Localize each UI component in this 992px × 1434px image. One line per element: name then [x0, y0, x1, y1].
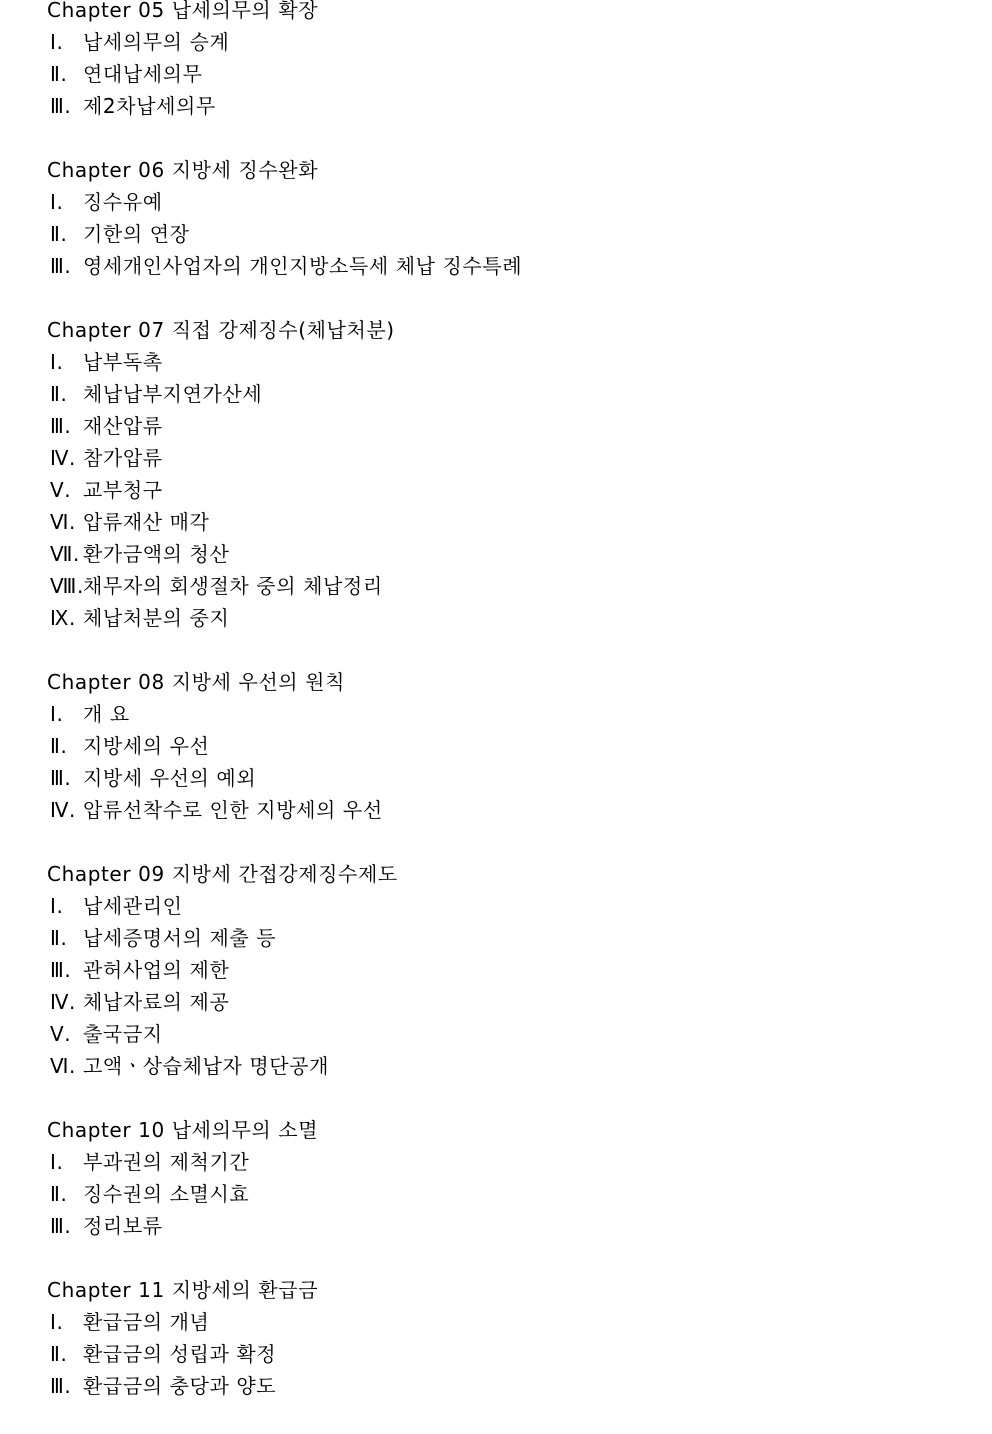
item-number: Ⅲ.: [50, 1374, 72, 1398]
item-title: 납세증명서의 제출 등: [83, 926, 277, 950]
item-number: Ⅵ.: [50, 510, 77, 534]
chapter-section: [47, 0, 947, 122]
item-number: Ⅷ.: [50, 574, 84, 598]
chapter-heading: Chapter 10 납세의무의 소멸: [47, 1118, 319, 1142]
item-title: 부과권의 제척기간: [83, 1150, 250, 1174]
item-title: 관허사업의 제한: [83, 958, 230, 982]
toc-item: [47, 250, 947, 282]
item-title: 납부독촉: [83, 350, 163, 374]
item-number: Ⅰ.: [50, 702, 64, 726]
item-number: Ⅱ.: [50, 734, 68, 758]
toc-item: [47, 762, 947, 794]
toc-item: [47, 1370, 947, 1402]
toc-item: [47, 794, 947, 826]
toc-item: [47, 1210, 947, 1242]
item-title: 환급금의 성립과 확정: [83, 1342, 277, 1366]
item-title: 지방세의 우선: [83, 734, 210, 758]
item-title: 체납자료의 제공: [83, 990, 230, 1014]
item-number: Ⅲ.: [50, 254, 72, 278]
chapter-section: [47, 1274, 947, 1402]
item-number: Ⅰ.: [50, 190, 64, 214]
chapter-heading: Chapter 05 납세의무의 확장: [47, 0, 319, 22]
item-title: 연대납세의무: [83, 62, 203, 86]
toc-item: [47, 1050, 947, 1082]
chapter-heading: Chapter 08 지방세 우선의 원칙: [47, 670, 345, 694]
toc-item: [47, 538, 947, 570]
item-title: 교부청구: [83, 478, 163, 502]
chapter-section: [47, 1114, 947, 1242]
item-number: Ⅰ.: [50, 350, 64, 374]
item-number: Ⅰ.: [50, 1310, 64, 1334]
item-title: 정리보류: [83, 1214, 163, 1238]
item-number: Ⅰ.: [50, 30, 64, 54]
toc-item: [47, 506, 947, 538]
chapter-section: [47, 154, 947, 282]
item-title: 환가금액의 청산: [83, 542, 230, 566]
chapter-heading: Chapter 06 지방세 징수완화: [47, 158, 319, 182]
item-number: Ⅸ.: [50, 606, 76, 630]
item-number: Ⅳ.: [50, 446, 77, 470]
item-number: Ⅴ.: [50, 1022, 72, 1046]
chapter-section: [47, 666, 947, 826]
item-number: Ⅲ.: [50, 94, 72, 118]
chapter-heading: Chapter 11 지방세의 환급금: [47, 1278, 319, 1302]
item-title: 환급금의 충당과 양도: [83, 1374, 277, 1398]
item-title: 고액ㆍ상습체납자 명단공개: [83, 1054, 329, 1078]
item-title: 개 요: [83, 702, 130, 726]
item-number: Ⅲ.: [50, 766, 72, 790]
toc-item: [47, 410, 947, 442]
item-number: Ⅱ.: [50, 222, 68, 246]
chapter-heading: Chapter 07 직접 강제징수(체납처분): [47, 318, 395, 342]
item-title: 납세관리인: [83, 894, 183, 918]
toc-item: [47, 1178, 947, 1210]
toc-item: [47, 922, 947, 954]
toc-item: [47, 378, 947, 410]
toc-item: [47, 442, 947, 474]
toc-item: [47, 698, 947, 730]
item-title: 지방세 우선의 예외: [83, 766, 257, 790]
toc-item: [47, 26, 947, 58]
item-number: Ⅱ.: [50, 926, 68, 950]
toc-item: [47, 602, 947, 634]
toc-item: [47, 890, 947, 922]
toc-item: [47, 1018, 947, 1050]
item-title: 영세개인사업자의 개인지방소득세 체납 징수특례: [83, 254, 523, 278]
item-title: 제2차납세의무: [83, 94, 216, 118]
item-number: Ⅶ.: [50, 542, 80, 566]
item-title: 기한의 연장: [83, 222, 190, 246]
toc-item: [47, 1146, 947, 1178]
item-title: 채무자의 회생절차 중의 체납정리: [83, 574, 383, 598]
item-title: 압류재산 매각: [83, 510, 210, 534]
toc-item: [47, 730, 947, 762]
toc-item: [47, 570, 947, 602]
item-title: 환급금의 개념: [83, 1310, 210, 1334]
item-number: Ⅲ.: [50, 1214, 72, 1238]
toc-item: [47, 186, 947, 218]
item-title: 재산압류: [83, 414, 163, 438]
toc-item: [47, 58, 947, 90]
toc-item: [47, 986, 947, 1018]
item-title: 체납처분의 중지: [83, 606, 230, 630]
toc-item: [47, 954, 947, 986]
toc-item: [47, 1338, 947, 1370]
toc-item: [47, 90, 947, 122]
item-title: 징수유예: [83, 190, 163, 214]
item-title: 징수권의 소멸시효: [83, 1182, 250, 1206]
item-number: Ⅱ.: [50, 1182, 68, 1206]
item-number: Ⅱ.: [50, 382, 68, 406]
chapter-heading: Chapter 09 지방세 간접강제징수제도: [47, 862, 398, 886]
item-title: 체납납부지연가산세: [83, 382, 263, 406]
item-number: Ⅵ.: [50, 1054, 77, 1078]
item-number: Ⅴ.: [50, 478, 72, 502]
item-number: Ⅲ.: [50, 958, 72, 982]
item-number: Ⅳ.: [50, 798, 77, 822]
toc-item: [47, 346, 947, 378]
toc-item: [47, 218, 947, 250]
table-of-contents: [47, 0, 947, 1434]
chapter-section: [47, 858, 947, 1082]
item-number: Ⅱ.: [50, 62, 68, 86]
item-title: 납세의무의 승계: [83, 30, 230, 54]
toc-item: [47, 1306, 947, 1338]
item-title: 출국금지: [83, 1022, 163, 1046]
item-number: Ⅰ.: [50, 894, 64, 918]
item-number: Ⅲ.: [50, 414, 72, 438]
item-number: Ⅳ.: [50, 990, 77, 1014]
toc-item: [47, 474, 947, 506]
item-title: 참가압류: [83, 446, 163, 470]
item-number: Ⅱ.: [50, 1342, 68, 1366]
item-number: Ⅰ.: [50, 1150, 64, 1174]
chapter-section: [47, 314, 947, 634]
item-title: 압류선착수로 인한 지방세의 우선: [83, 798, 383, 822]
